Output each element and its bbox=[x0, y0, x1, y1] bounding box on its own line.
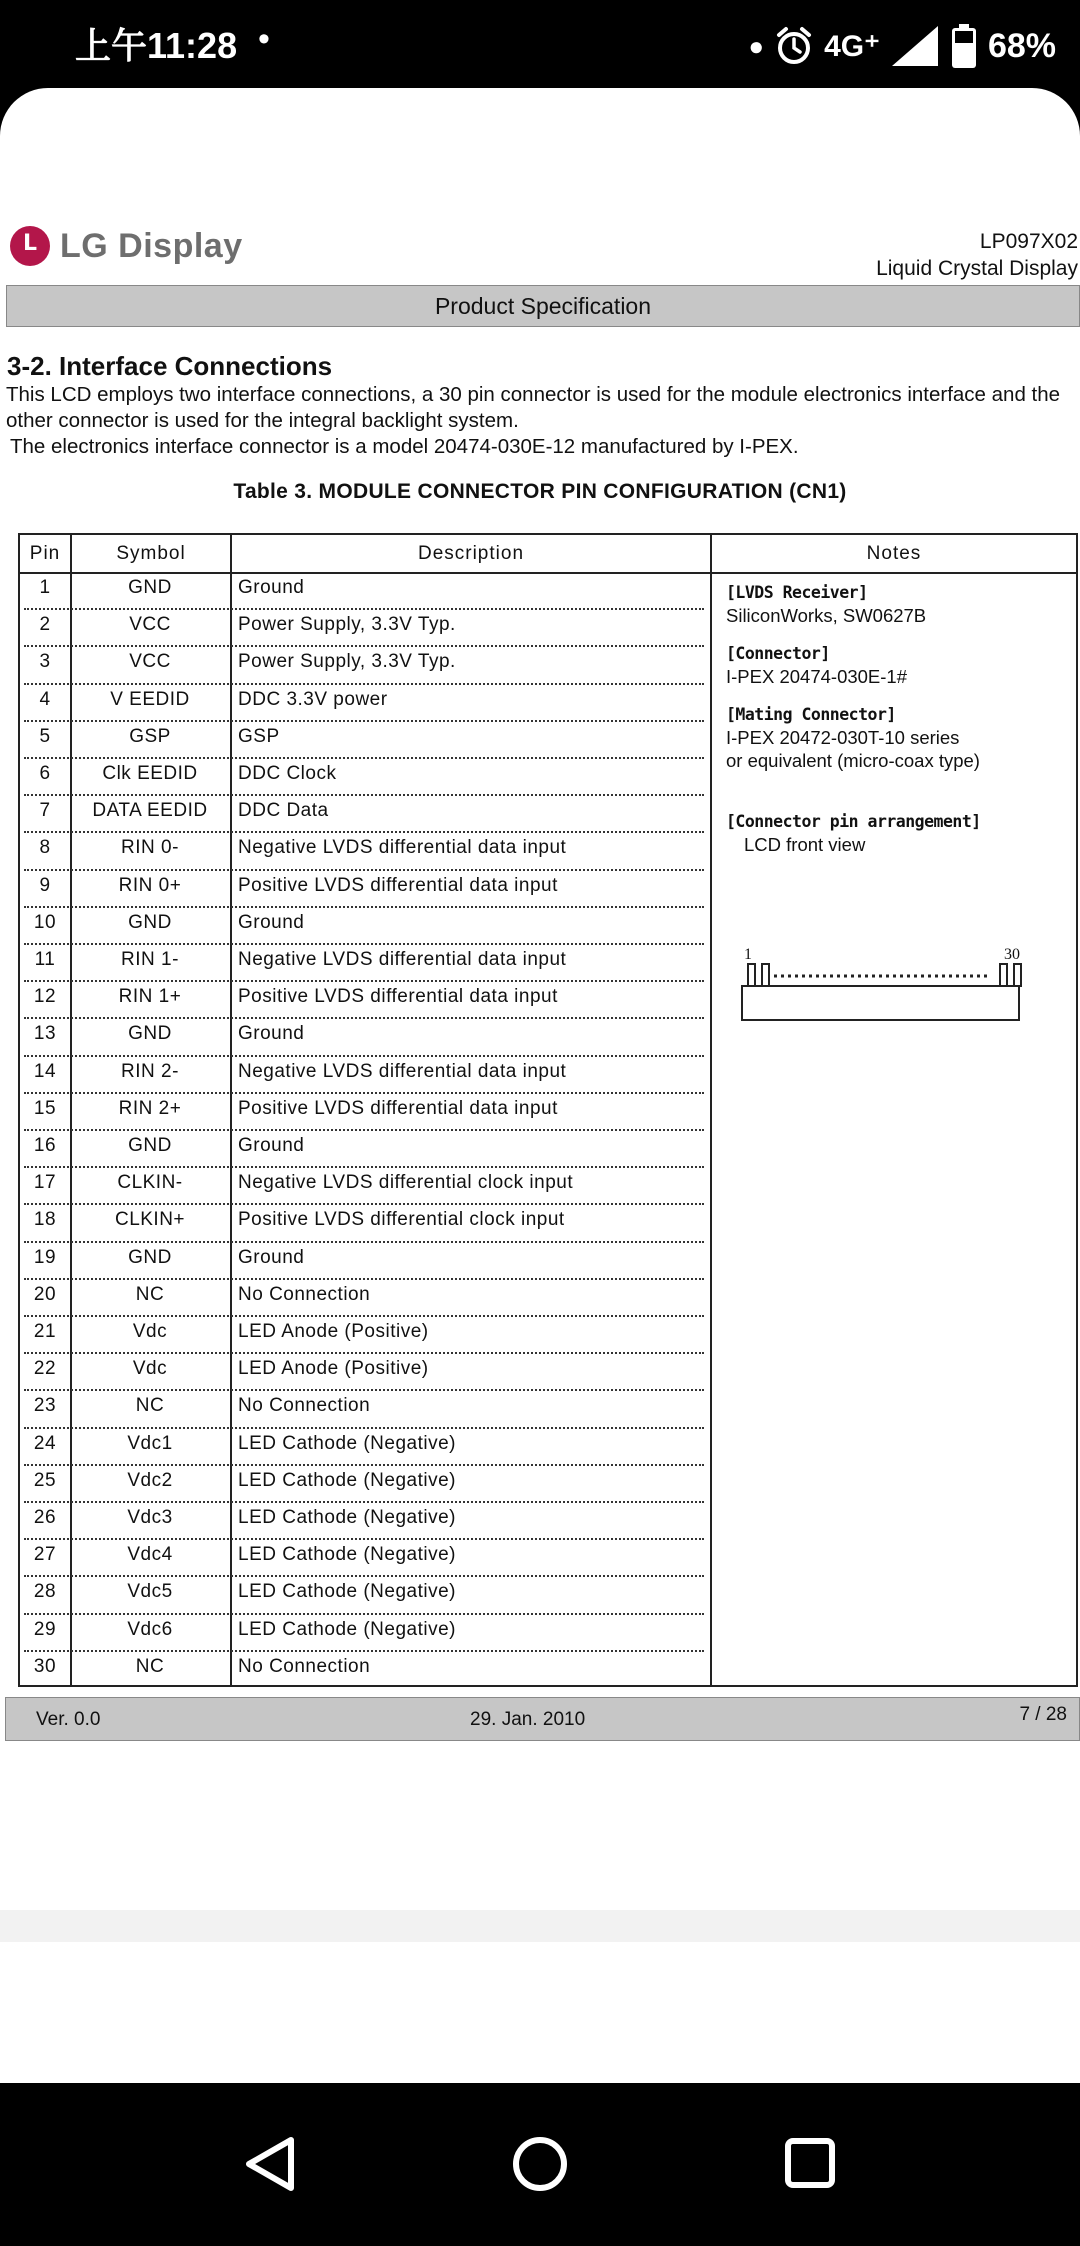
pin-number: 21 bbox=[33, 1321, 57, 1342]
pin-symbol: VCC bbox=[129, 614, 171, 636]
pin-description: Power Supply, 3.3V Typ. bbox=[238, 614, 456, 636]
pin-description: Ground bbox=[238, 1135, 305, 1156]
table-row bbox=[20, 1132, 710, 1169]
note-mating-heading: [Mating Connector] bbox=[726, 705, 896, 724]
pin-number: 15 bbox=[33, 1097, 57, 1119]
note-mating-value-2: or equivalent (micro-coax type) bbox=[726, 750, 980, 771]
notification-dot: • bbox=[258, 20, 270, 58]
note-connector-value: I-PEX 20474-030E-1# bbox=[726, 666, 908, 687]
pin-description: LED Cathode (Negative) bbox=[238, 1469, 456, 1491]
pin-symbol: RIN 2+ bbox=[118, 1097, 182, 1119]
pin-description: DDC 3.3V power bbox=[238, 688, 388, 710]
pin-description: LED Cathode (Negative) bbox=[238, 1618, 456, 1640]
pin-description: Positive LVDS differential clock input bbox=[238, 1209, 565, 1231]
pin-symbol: NC bbox=[135, 1395, 165, 1417]
pin-number: 28 bbox=[33, 1581, 57, 1603]
document-header-right bbox=[876, 228, 1078, 282]
header-notes: Notes bbox=[866, 543, 922, 564]
pin-symbol: V EEDID bbox=[110, 688, 190, 710]
header-symbol: Symbol bbox=[116, 543, 186, 564]
signal-icon bbox=[890, 24, 940, 68]
pin-symbol: RIN 2- bbox=[121, 1060, 179, 1082]
pin-description: Ground bbox=[238, 1246, 305, 1268]
table-row bbox=[20, 1318, 710, 1355]
table-row bbox=[20, 834, 710, 871]
table-row bbox=[20, 1244, 710, 1281]
navigation-bar bbox=[0, 2083, 1080, 2246]
pin-symbol: Vdc bbox=[132, 1321, 168, 1342]
pin-number: 5 bbox=[39, 725, 51, 747]
table-row bbox=[20, 983, 710, 1020]
pin-symbol: GND bbox=[128, 1246, 172, 1268]
pin-symbol: CLKIN+ bbox=[114, 1209, 186, 1231]
pin-number: 7 bbox=[39, 800, 51, 822]
pin-symbol: Vdc3 bbox=[127, 1507, 173, 1528]
table-row bbox=[20, 723, 710, 760]
table-row bbox=[20, 1541, 710, 1578]
pin-symbol: GND bbox=[128, 911, 172, 933]
pin-description: GSP bbox=[238, 725, 280, 747]
lg-logo-icon: L bbox=[10, 226, 50, 266]
note-connector-heading: [Connector] bbox=[726, 644, 830, 663]
pin-symbol: GND bbox=[128, 1135, 172, 1156]
table-row bbox=[20, 1467, 710, 1504]
pin-number: 29 bbox=[33, 1618, 57, 1640]
table-row bbox=[20, 574, 710, 611]
spec-title-bar: Product Specification bbox=[6, 285, 1080, 327]
table-row bbox=[20, 946, 710, 983]
pin-number: 27 bbox=[33, 1544, 57, 1566]
pin-number: 17 bbox=[33, 1172, 57, 1194]
lg-display-logo bbox=[10, 226, 243, 266]
table-row bbox=[20, 909, 710, 946]
pin-number: 13 bbox=[33, 1023, 57, 1045]
pin-symbol: CLKIN- bbox=[117, 1172, 183, 1194]
pin-symbol: RIN 1+ bbox=[118, 986, 182, 1008]
back-icon[interactable] bbox=[243, 2136, 299, 2192]
pin-symbol: Clk EEDID bbox=[102, 763, 198, 784]
pin-number: 1 bbox=[39, 577, 51, 598]
pin-symbol: GSP bbox=[129, 725, 171, 747]
pin-number: 12 bbox=[33, 986, 57, 1008]
pin-description: Positive LVDS differential data input bbox=[238, 1097, 558, 1119]
pin-description: No Connection bbox=[238, 1283, 371, 1305]
pin-description: Negative LVDS differential clock input bbox=[238, 1172, 574, 1194]
table-row bbox=[20, 1095, 710, 1132]
pin-symbol: NC bbox=[135, 1655, 165, 1677]
table-row bbox=[20, 1653, 710, 1690]
notes-column bbox=[726, 581, 1066, 856]
header-pin: Pin bbox=[29, 543, 61, 564]
pin-description: Ground bbox=[238, 1023, 305, 1045]
table-row bbox=[20, 1281, 710, 1318]
pin-number: 11 bbox=[34, 949, 56, 970]
home-icon[interactable] bbox=[511, 2135, 569, 2193]
pin-symbol: Vdc5 bbox=[127, 1581, 173, 1603]
note-mating-value-1: I-PEX 20472-030T-10 series bbox=[726, 727, 960, 748]
pin-number: 14 bbox=[33, 1060, 57, 1082]
pin-description: Power Supply, 3.3V Typ. bbox=[238, 651, 456, 673]
pin-number: 23 bbox=[33, 1395, 57, 1417]
pin-description: Negative LVDS differential data input bbox=[238, 837, 567, 859]
pin-number: 6 bbox=[39, 763, 51, 784]
pin-symbol: GND bbox=[128, 577, 172, 598]
table-row bbox=[20, 1355, 710, 1392]
table-title: Table 3. MODULE CONNECTOR PIN CONFIGURATION (CN1) bbox=[233, 480, 847, 503]
table-row bbox=[20, 797, 710, 834]
pin-number: 9 bbox=[39, 874, 51, 896]
pin-number: 3 bbox=[39, 651, 51, 673]
pin-description: Negative LVDS differential data input bbox=[238, 949, 567, 970]
note-lvds-heading: [LVDS Receiver] bbox=[726, 583, 868, 602]
table-row bbox=[20, 1169, 710, 1206]
note-lvds-value: SiliconWorks, SW0627B bbox=[726, 605, 927, 626]
paragraph-1: This LCD employs two interface connections, a 30 pin connector is used for the module electronics interface and the other connector is used for the integral backlight system. bbox=[6, 383, 1061, 432]
footer-page: 7 / 28 bbox=[1019, 1704, 1067, 1725]
pin-number: 16 bbox=[33, 1135, 57, 1156]
table-row bbox=[20, 1058, 710, 1095]
table-row bbox=[20, 611, 710, 648]
pin-number: 2 bbox=[39, 614, 51, 636]
pin-number: 19 bbox=[33, 1246, 57, 1268]
pin-symbol: Vdc6 bbox=[127, 1618, 173, 1640]
pin-symbol: Vdc1 bbox=[127, 1432, 173, 1454]
pin-number: 26 bbox=[33, 1507, 57, 1528]
pin-number: 8 bbox=[39, 837, 51, 859]
pin-number: 4 bbox=[39, 688, 51, 710]
pin-symbol: RIN 1- bbox=[121, 949, 179, 970]
table-row bbox=[20, 1392, 710, 1429]
pin-description: No Connection bbox=[238, 1655, 371, 1677]
pin-number: 22 bbox=[33, 1358, 57, 1380]
alarm-icon bbox=[774, 26, 814, 66]
table-row bbox=[20, 648, 710, 685]
footer-version: Ver. 0.0 bbox=[36, 1709, 101, 1730]
diagram-label-1: 1 bbox=[744, 946, 752, 963]
connector-diagram-icon bbox=[740, 962, 1040, 1034]
pin-description: LED Cathode (Negative) bbox=[238, 1581, 456, 1603]
table-row bbox=[20, 1578, 710, 1615]
note-arrangement-heading: [Connector pin arrangement] bbox=[726, 812, 981, 831]
pin-symbol: Vdc4 bbox=[127, 1544, 173, 1566]
status-bar bbox=[0, 0, 1080, 90]
diagram-label-30: 30 bbox=[1004, 946, 1020, 963]
pin-description: DDC Clock bbox=[238, 763, 337, 784]
pin-description: LED Cathode (Negative) bbox=[238, 1432, 456, 1454]
table-row bbox=[20, 686, 710, 723]
pin-number: 30 bbox=[33, 1655, 57, 1677]
pin-symbol: Vdc2 bbox=[127, 1469, 173, 1491]
table-row bbox=[20, 872, 710, 909]
network-type: 4G⁺ bbox=[824, 29, 880, 63]
pin-description: LED Anode (Positive) bbox=[238, 1358, 429, 1380]
note-arrangement-value: LCD front view bbox=[744, 834, 866, 855]
status-time: 上午11:28 bbox=[75, 25, 238, 66]
document-footer bbox=[5, 1697, 1080, 1741]
pin-symbol: DATA EEDID bbox=[92, 800, 208, 822]
product-type: Liquid Crystal Display bbox=[876, 257, 1078, 280]
pin-number: 25 bbox=[33, 1469, 57, 1491]
table-row bbox=[20, 1430, 710, 1467]
pin-symbol: VCC bbox=[129, 651, 171, 673]
battery-icon bbox=[950, 23, 978, 69]
table-row bbox=[20, 1206, 710, 1243]
pin-number: 18 bbox=[33, 1209, 57, 1231]
status-dot-icon: ● bbox=[748, 30, 765, 61]
pin-symbol: RIN 0- bbox=[121, 837, 179, 859]
pin-description: Positive LVDS differential data input bbox=[238, 986, 558, 1008]
pin-symbol: Vdc bbox=[132, 1358, 168, 1380]
pin-description: DDC Data bbox=[238, 800, 329, 822]
section-title: 3-2. Interface Connections bbox=[7, 351, 333, 381]
header-description: Description bbox=[417, 543, 525, 564]
footer-date: 29. Jan. 2010 bbox=[470, 1709, 586, 1730]
table-row bbox=[20, 760, 710, 797]
model-number: LP097X02 bbox=[979, 230, 1078, 253]
logo-text: LG Display bbox=[60, 226, 243, 265]
pin-symbol: NC bbox=[135, 1283, 165, 1305]
pin-description: No Connection bbox=[238, 1395, 371, 1417]
pin-description: Negative LVDS differential data input bbox=[238, 1060, 567, 1082]
recents-icon[interactable] bbox=[784, 2137, 836, 2189]
paragraph-2: The electronics interface connector is a model 20474-030E-12 manufactured by I-PEX. bbox=[10, 435, 799, 458]
pin-description: LED Cathode (Negative) bbox=[238, 1544, 456, 1566]
pin-description: LED Anode (Positive) bbox=[238, 1321, 429, 1342]
table-row bbox=[20, 1616, 710, 1653]
pin-description: LED Cathode (Negative) bbox=[238, 1507, 456, 1528]
pin-description: Ground bbox=[238, 911, 305, 933]
section-paragraph bbox=[6, 382, 1076, 460]
pin-number: 20 bbox=[33, 1283, 57, 1305]
pin-number: 24 bbox=[33, 1432, 57, 1454]
pin-table bbox=[18, 533, 1078, 1687]
pin-number: 10 bbox=[33, 911, 57, 933]
table-row bbox=[20, 1020, 710, 1057]
pin-symbol: RIN 0+ bbox=[118, 874, 182, 896]
pin-description: Ground bbox=[238, 577, 305, 598]
table-row bbox=[20, 1504, 710, 1541]
page-gap bbox=[0, 1910, 1080, 1942]
pin-symbol: GND bbox=[128, 1023, 172, 1045]
battery-percent: 68% bbox=[987, 26, 1056, 65]
pin-description: Positive LVDS differential data input bbox=[238, 874, 558, 896]
